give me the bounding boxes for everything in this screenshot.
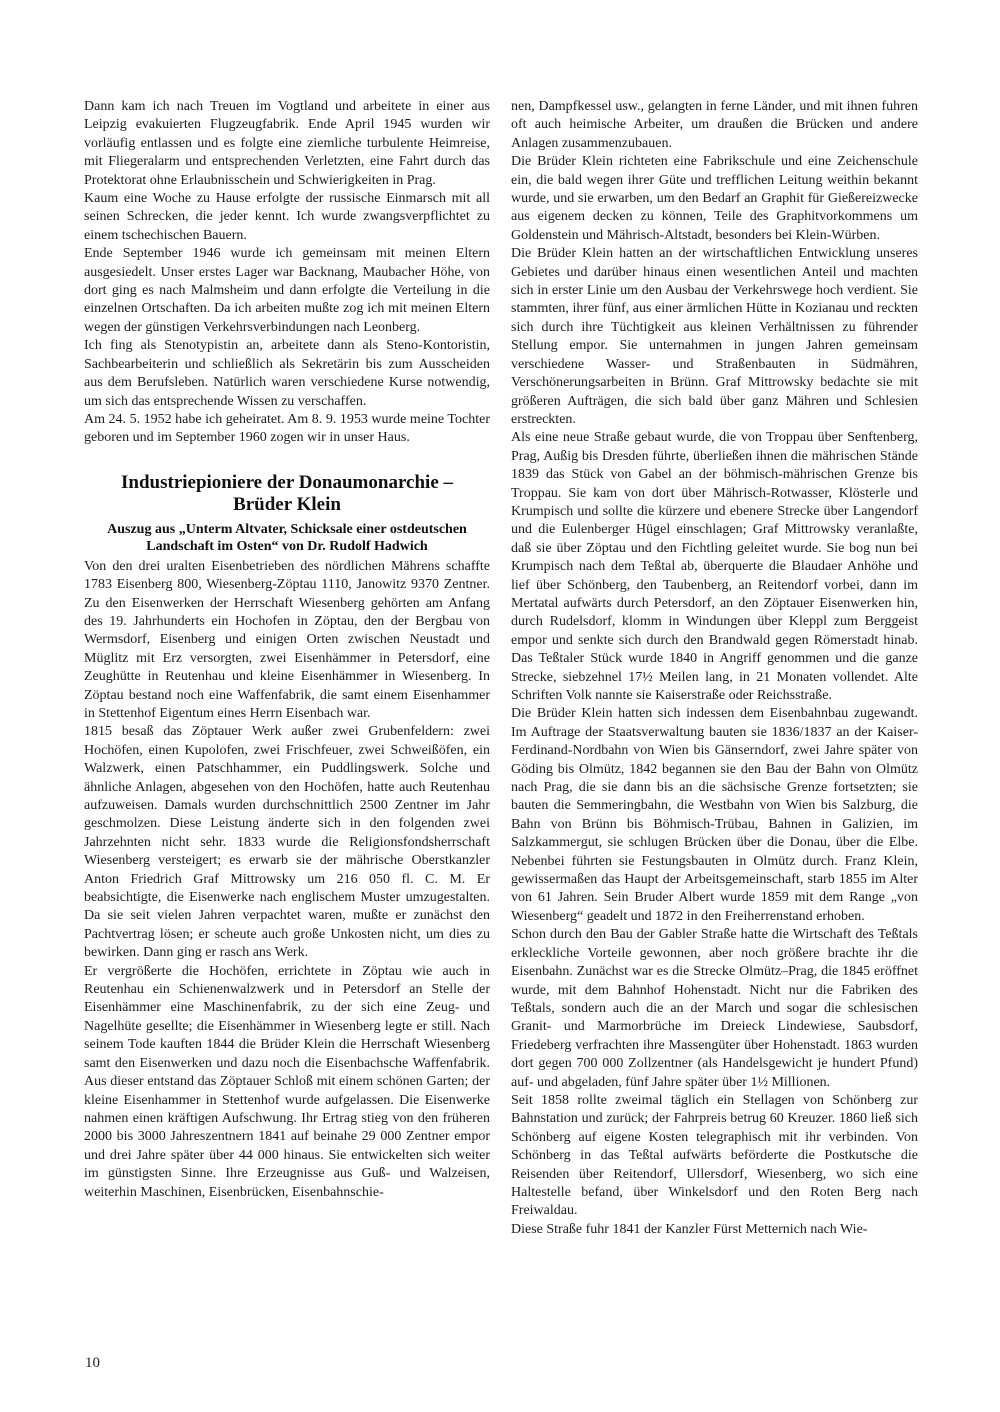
- paragraph: Die Brüder Klein hatten an der wirtschaftlichen Entwicklung unseres Gebietes und darüber hinaus einen wesentlichen Anteil und machten sich in erster Linie um den Ausbau der Verkehrswege hoch verdient. Sie stammten, ihrer fünf, aus einer ärmlichen Hütte in Kozianau und reckten sich durch ihre Tüchtigkeit aus kleinen Verhältnissen zu führender Stellung empor. Sie unternahmen in jungen Jahren gemeinsam verschiedene Wasser- und Straßenbauten in Südmähren, Verschönerungsarbeiten in Brünn. Graf Mittrowsky bedachte sie mit größeren Aufträgen, die sich bald über ganz Mähren und Schlesien erstreckten.: [511, 246, 918, 427]
- paragraph: Ich fing als Stenotypistin an, arbeitete dann als Steno-Kontoristin, Sachbearbeiterin und schließlich als Sekretärin bis zum Ausscheiden aus dem Berufsleben. Natürlich waren verschiedene Kurse notwendig, um sich das entsprechende Wissen zu verschaffen.: [84, 338, 490, 409]
- paragraph: Kaum eine Woche zu Hause erfolgte der russische Einmarsch mit all seinen Schrecken, die jeder kennt. Ich wurde zwangsverpflichtet zu einem tschechischen Bauern.: [84, 191, 490, 243]
- page-number: 10: [85, 1355, 100, 1371]
- paragraph: Ende September 1946 wurde ich gemeinsam mit meinen Eltern ausgesiedelt. Unser erstes Lager war Backnang, Maubacher Höhe, von dort ging es nach Malmsheim und dann erfolgte die Verteilung in die einzelnen Ortschaften. Da ich arbeiten mußte zog ich mit meinen Eltern wegen der günstigen Verkehrsverbindungen nach Leonberg.: [84, 246, 490, 335]
- paragraph: Am 24. 5. 1952 habe ich geheiratet. Am 8. 9. 1953 wurde meine Tochter geboren und im September 1960 zogen wir in unser Haus.: [84, 411, 490, 446]
- article-title-line-2: Brüder Klein: [233, 493, 341, 515]
- paragraph: Seit 1858 rollte zweimal täglich ein Stellagen von Schönberg zur Bahnstation und zurück; der Fahrpreis betrug 60 Kreuzer. 1860 ließ sich Schönberg auf eigene Kosten telegraphisch mit ihr verbinden. Von Schönberg in das Teßtal aufwärts beförderte die Postkutsche die Reisenden über Reitendorf, Ullersdorf, Wiesenberg, wo sich eine Haltestelle befand, über Winkelsdorf und den Roten Berg nach Freiwaldau.: [511, 1092, 918, 1219]
- paragraph: Dann kam ich nach Treuen im Vogtland und arbeitete in einer aus Leipzig evakuierten Flugzeugfabrik. Ende April 1945 wurden wir vorläufig entlassen und es folgte eine ziemliche turbulente Heimreise, mit Fliegeralarm und entsprechenden Verletzten, eine Fahrt durch das Protektorat ohne Erlaubnisschein und Schwierigkeiten in Prag.: [84, 99, 490, 188]
- article-heading: [84, 472, 490, 556]
- paragraph: Schon durch den Bau der Gabler Straße hatte die Wirtschaft des Teßtals erkleckliche Vorteile gewonnen, aber noch größere brachte ihr die Eisenbahn. Zunächst war es die Strecke Olmütz–Prag, die 1845 eröffnet wurde, mit dem Bahnhof Hohenstadt. Nicht nur die Fabriken des Teßtals, sondern auch die an der March und sogar die schlesischen Granit- und Marmorbrüche im Dreieck Lindewiese, Saubsdorf, Friedeberg verfrachten ihre Massengüter über Hohenstadt. 1863 wurden dort gegen 700 000 Zollzentner (als Handelsgewicht je hundert Pfund) auf- und abgeladen, fünf Jahre später über 1½ Millionen.: [511, 927, 918, 1090]
- paragraph: Die Brüder Klein richteten eine Fabrikschule und eine Zeichenschule ein, die bald wegen ihrer Güte und trefflichen Leitung weithin bekannt wurde, und sie erwarben, um den Bedarf an Graphit für Gießereizwecke aus eigenem decken zu können, Teile des Graphitvorkommens um Goldenstein und Mährisch-Altstadt, besonders bei Klein-Würben.: [511, 154, 918, 243]
- paragraph: Diese Straße fuhr 1841 der Kanzler Fürst Metternich nach Wie-: [511, 1221, 868, 1237]
- paragraph: Er vergrößerte die Hochöfen, errichtete in Zöptau wie auch in Reutenhau ein Schienenwalzwerk und in Petersdorf an Stelle der Eisenhämmer eine Maschinenfabrik, zu der sich eine Zeug- und Nagelhüte gesellte; die Eisenhämmer in Wiesenberg legte er still. Nach seinem Tode kauften 1844 die Brüder Klein die Herrschaft Wiesenberg samt den Eisenwerken und dazu noch die Eisenbachsche Waffenfabrik. Aus dieser entstand das Zöptauer Schloß mit einem schönen Garten; der kleine Eisenhammer in Stettenhof wurde aufgelassen. Die Eisenwerke nahmen einen kräftigen Aufschwung. Ihr Ertrag stieg von den früheren 2000 bis 3000 Jahreszentnern 1841 auf beinahe 29 000 Zentner empor und drei Jahre später über 44 000 hinaus. Sie entwickelten sich weiter im günstigsten Sinne. Ihre Erzeugnisse aus Guß- und Walzeisen, weiterhin Maschinen, Eisenbrücken, Eisenbahnschie-: [84, 963, 490, 1200]
- left-column: [84, 98, 490, 1202]
- paragraph: Als eine neue Straße gebaut wurde, die von Troppau über Senftenberg, Prag, Außig bis Dresden führte, überließen ihnen die mährischen Stände 1839 das Stück von Gabel an der böhmisch-mährischen Grenze bis Troppau. Sie kam von dort über Mährisch-Rotwasser, Klösterle und Krumpisch und sollte die kürzere und ebenere Strecke über Langendorf und die Eulenberger Hügel einschlagen; Graf Mittrowsky veranlaßte, daß sie über Zöptau und den Fichtling geleitet wurde. Sie bog nun bei Krumpisch nach dem Teßtal ab, überquerte die Blaudaer Anhöhe und lief über Schönberg, den Taubenberg, an Reitendorf vorbei, dann im Mertatal aufwärts durch Petersdorf, an den Zöptauer Eisenwerken hin, durch Rudelsdorf, klomm in Windungen über Kleppl zum Berggeist empor und senkte sich durch den Brandwald gegen Römerstadt hinab. Das Teßtaler Stück wurde 1840 in Angriff genommen und die ganze Strecke, siebzehnel 17½ Meilen lang, in 21 Monaten vollendet. Alte Schriften Volk nannte sie Kaiserstraße oder Reichsstraße.: [511, 430, 918, 703]
- article-subtitle: Auszug aus „Unterm Altvater, Schicksale einer ostdeutschen Landschaft im Osten“ von Dr. Rudolf Hadwich: [107, 521, 467, 555]
- paragraph: 1815 besaß das Zöptauer Werk außer zwei Grubenfeldern: zwei Hochöfen, einen Kupolofen, zwei Frischfeuer, zwei Schweißöfen, ein Walzwerk, einen Patschhammer, ein Puddlingswerk. Solche und ähnliche Anlagen, abgesehen von den Hochöfen, hatte auch Reutenhau aufzuweisen. Damals wurden durchschnittlich 2500 Zentner im Jahr geschmolzen. Diese Leistung änderte sich in den folgenden zwei Jahrzehnten nicht sehr. 1833 wurde die Religionsfondsherrschaft Wiesenberg versteigert; es erwarb sie der mährische Oberstkanzler Anton Friedrich Graf Mittrowsky um 216 050 fl. C. M. Er beabsichtigte, die Eisenwerke nach englischem Muster umzugestalten. Da sie seit vielen Jahren verpachtet waren, mußte er zunächst den Pachtvertrag lösen; er scheute auch große Unkosten nicht, um dies zu bewirken. Dann ging er rasch ans Werk.: [84, 724, 490, 961]
- article-title-line-1: Industriepioniere der Donaumonarchie –: [121, 471, 453, 493]
- right-column: [511, 98, 918, 1239]
- paragraph: Von den drei uralten Eisenbetrieben des nördlichen Mährens schaffte 1783 Eisenberg 800, Wiesenberg-Zöptau 1110, Janowitz 9370 Zentner. Zu den Eisenwerken der Herrschaft Wiesenberg gehörten am Anfang des 19. Jahrhunderts ein Hochofen in Zöptau, den der Bergbau von Wermsdorf, Eisenberg und einigen Orten zwischen Neustadt und Müglitz mit Erz versorgten, zwei Eisenhämmer in Petersdorf, eine Zeughütte in Reutenhau und kleine Eisenhämmer in Wiesenberg. In Zöptau bestand noch eine Waffenfabrik, die samt einem Eisenhammer in Stettenhof Eigentum eines Herrn Eisenbach war.: [84, 558, 490, 721]
- paragraph: nen, Dampfkessel usw., gelangten in ferne Länder, und mit ihnen fuhren oft auch heimische Arbeiter, um draußen die Brücken und andere Anlagen zusammenzubauen.: [511, 99, 918, 151]
- paragraph: Die Brüder Klein hatten sich indessen dem Eisenbahnbau zugewandt. Im Auftrage der Staatsverwaltung bauten sie 1836/1837 an der Kaiser-Ferdinand-Nordbahn von Wien bis Gänserndorf, zwei Jahre später von Göding bis Olmütz, 1842 begannen sie den Bau der Bahn von Olmütz nach Prag, die sie dann bis an die sächsische Grenze fortsetzten; sie bauten die Semmeringbahn, die Westbahn von Wien bis Salzburg, die Bahn von Brünn bis Böhmisch-Trübau, Bahnen in Galizien, im Salzkammergut, sie schlugen Brücken über die Donau, über die Elbe. Nebenbei führten sie Festungsbauten in Olmütz durch. Franz Klein, gewissermaßen das Haupt der Arbeitsgemeinschaft, starb 1855 im Alter von 61 Jahren. Sein Bruder Albert wurde 1859 mit dem Range „von Wiesenberg“ geadelt und 1872 in den Freiherrenstand erhoben.: [511, 706, 918, 924]
